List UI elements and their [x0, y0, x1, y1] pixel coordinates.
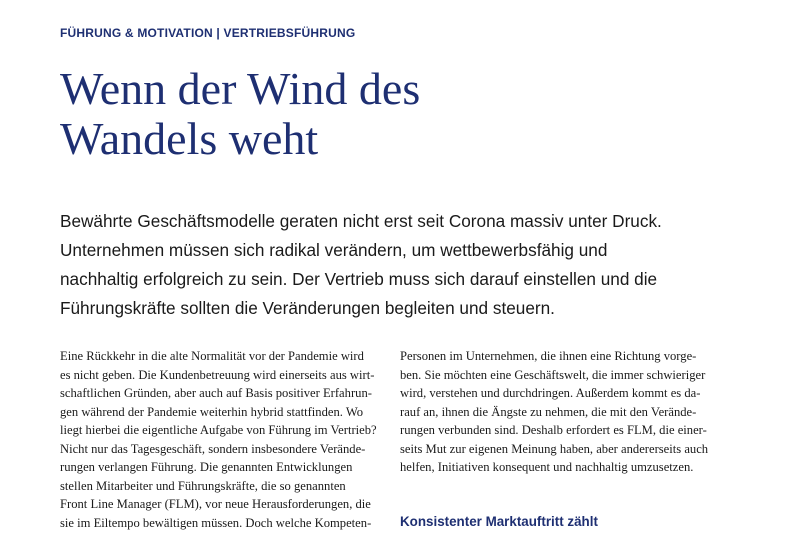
section-subheading: Konsistenter Marktauftritt zählt: [400, 514, 598, 529]
body-line: liegt hierbei die eigentliche Aufgabe von Führung im Vertrieb?: [60, 423, 377, 437]
body-line: rauf an, ihnen die Ängste zu nehmen, die mit den Verände-: [400, 404, 697, 419]
body-line: Front Line Manager (FLM), vor neue Herausforderungen, die: [60, 497, 371, 511]
body-line: schaftlichen Gründen, aber auch auf Basis positiver Erfahrun-: [60, 386, 372, 400]
body-line: wird, verstehen und durchdringen. Außerdem kommt es da-: [400, 386, 701, 400]
body-line: helfen, Initiativen konsequent und nachhaltig umzusetzen.: [400, 460, 694, 474]
article-title: [60, 64, 420, 164]
title-line: Wandels weht: [60, 113, 319, 164]
lead-paragraph: [60, 207, 750, 323]
body-line: rungen verbunden sind. Deshalb erfordert es FLM, die einer-: [400, 423, 707, 437]
section-kicker: FÜHRUNG & MOTIVATION | VERTRIEBSFÜHRUNG: [60, 26, 356, 40]
body-line: sie im Eiltempo bewältigen müssen. Doch welche Kompeten-: [60, 515, 372, 530]
body-column-left: [60, 347, 382, 532]
body-line: es nicht geben. Die Kundenbetreuung wird einerseits aus wirt-: [60, 367, 375, 382]
body-line: Eine Rückkehr in die alte Normalität vor der Pandemie wird: [60, 349, 364, 363]
body-line: rungen verlangen Führung. Die genannten Entwicklungen: [60, 460, 353, 474]
lead-line: Unternehmen müssen sich radikal verändern, um wettbewerbsfähig und: [60, 240, 608, 260]
body-line: ben. Sie möchten eine Geschäftswelt, die immer schwieriger: [400, 367, 706, 382]
body-line: Personen im Unternehmen, die ihnen eine Richtung vorge-: [400, 349, 697, 363]
body-line: gen während der Pandemie weiterhin hybrid stattfinden. Wo: [60, 404, 364, 419]
body-line: stellen Mitarbeiter und Führungskräfte, die so genannten: [60, 478, 346, 493]
lead-line: Bewährte Geschäftsmodelle geraten nicht erst seit Corona massiv unter Druck.: [60, 211, 662, 231]
title-line: Wenn der Wind des: [60, 63, 421, 114]
lead-line: Führungskräfte sollten die Veränderungen begleiten und steuern.: [60, 298, 555, 318]
body-line: Nicht nur das Tagesgeschäft, sondern insbesondere Verände-: [60, 441, 366, 456]
lead-line: nachhaltig erfolgreich zu sein. Der Vertrieb muss sich darauf einstellen und die: [60, 269, 658, 289]
body-column-right: [400, 347, 722, 477]
body-line: seits Mut zur eigenen Meinung haben, aber andererseits auch: [400, 441, 709, 456]
